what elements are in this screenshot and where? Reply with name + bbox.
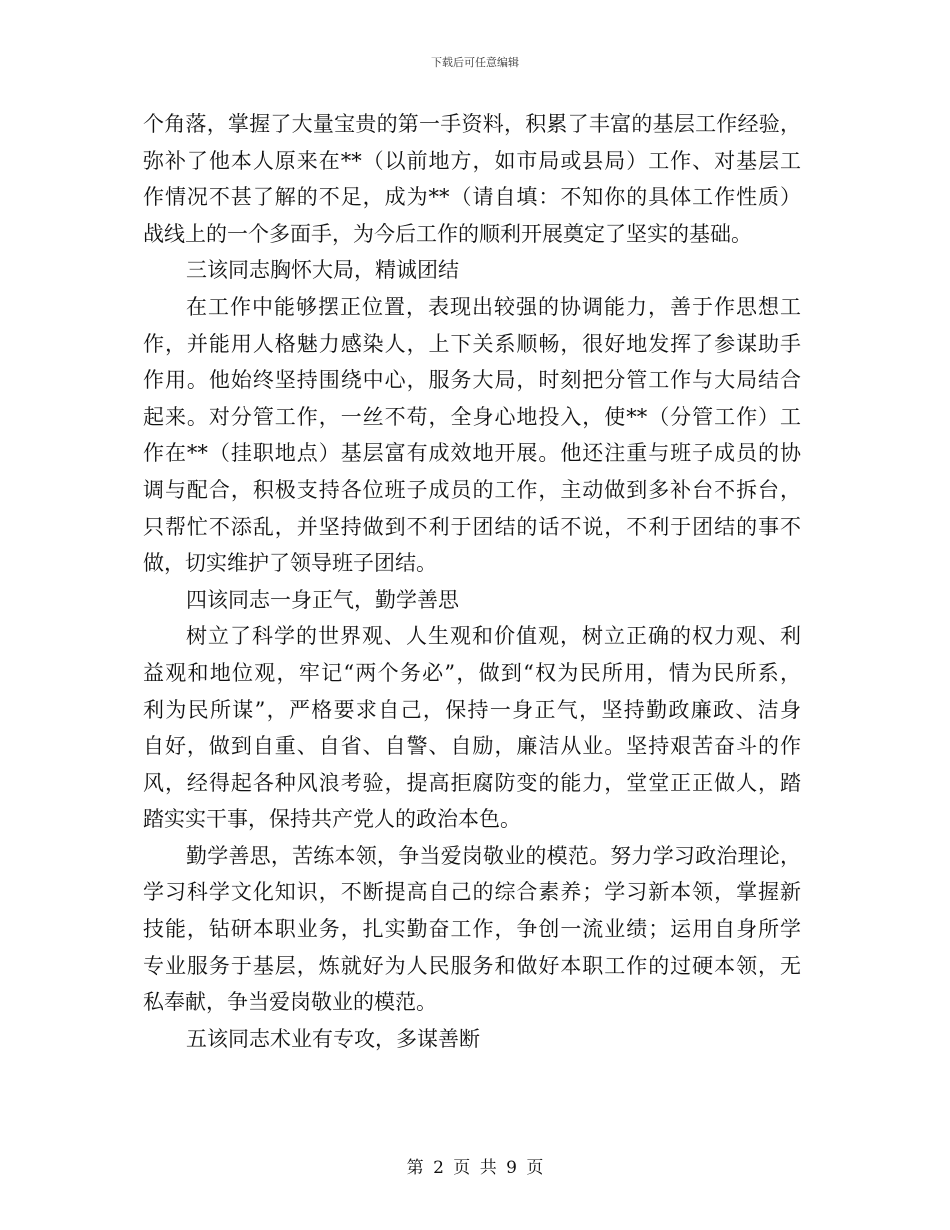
page-header: 下载后可任意编辑 (431, 56, 519, 69)
text-line: 益观和地位观，牢记“两个务必”，做到“权为民所用，情为民所系， (143, 660, 801, 685)
page-number-footer: 第 2 页 共 9 页 (406, 1158, 544, 1178)
text-line: 利为民所谋”，严格要求自己，保持一身正气，坚持勤政廉政、洁身 (143, 697, 801, 722)
document-body (143, 106, 801, 1057)
section-heading: 四该同志一身正气，勤学善思 (186, 587, 459, 612)
text-line: 作用。他始终坚持围绕中心，服务大局，时刻把分管工作与大局结合 (143, 368, 801, 393)
text-line: 起来。对分管工作，一丝不苟，全身心地投入，使**（分管工作）工 (143, 404, 801, 429)
text-line: 风，经得起各种风浪考验，提高拒腐防变的能力，堂堂正正做人，踏 (143, 770, 801, 795)
text-line: 自好，做到自重、自省、自警、自励，廉洁从业。坚持艰苦奋斗的作 (143, 734, 801, 759)
section-heading: 三该同志胸怀大局，精诚团结 (186, 258, 459, 283)
text-line: 调与配合，积极支持各位班子成员的工作，主动做到多补台不拆台， (143, 477, 801, 502)
text-line: 弥补了他本人原来在**（以前地方，如市局或县局）工作、对基层工 (143, 148, 801, 173)
text-line: 作，并能用人格魅力感染人，上下关系顺畅，很好地发挥了参谋助手 (143, 331, 801, 356)
text-line: 个角落，掌握了大量宝贵的第一手资料，积累了丰富的基层工作经验， (143, 112, 801, 136)
text-line: 战线上的一个多面手，为今后工作的顺利开展奠定了坚实的基础。 (143, 221, 752, 246)
text-line: 勤学善思，苦练本领，争当爱岗敬业的模范。努力学习政治理论， (186, 843, 801, 868)
text-line: 树立了科学的世界观、人生观和价值观，树立正确的权力观、利 (186, 624, 801, 649)
text-line: 作情况不甚了解的不足，成为**（请自填：不知你的具体工作性质） (143, 185, 801, 210)
section-heading: 五该同志术业有专攻，多谋善断 (186, 1026, 480, 1051)
text-line: 在工作中能够摆正位置，表现出较强的协调能力，善于作思想工 (186, 294, 801, 319)
text-line: 踏实实干事，保持共产党人的政治本色。 (143, 807, 521, 832)
text-line: 作在**（挂职地点）基层富有成效地开展。他还注重与班子成员的协 (143, 441, 801, 466)
text-line: 做，切实维护了领导班子团结。 (143, 551, 437, 576)
text-line: 专业服务于基层，炼就好为人民服务和做好本职工作的过硬本领，无 (143, 953, 801, 978)
text-line: 只帮忙不添乱，并坚持做到不利于团结的话不说，不利于团结的事不 (143, 514, 801, 539)
text-line: 技能，钻研本职业务，扎实勤奋工作，争创一流业绩；运用自身所学 (143, 917, 801, 942)
text-line: 私奉献，争当爱岗敬业的模范。 (143, 990, 437, 1015)
text-line: 学习科学文化知识，不断提高自己的综合素养；学习新本领，掌握新 (143, 880, 801, 905)
